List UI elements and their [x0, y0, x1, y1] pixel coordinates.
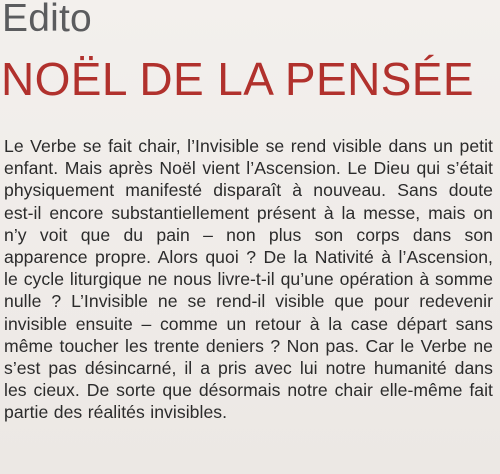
section-kicker: Edito — [2, 0, 92, 40]
article-body: Le Verbe se fait chair, l’Invisible se rend visible dans un petit enfant. Mais après Noël vient l’Ascension. Le Dieu qui s’était physiquement manifesté disparaît à nouveau. Sans doute est-il encore substantiellement présent à la messe, mais on n’y voit que du pain – non plus son corps dans son apparence propre. Alors quoi ? De la Nativité à l’Ascension, le cycle liturgique ne nous livre-t-il qu’une opération à somme nulle ? L’Invisible ne se rend-il visible que pour redevenir invisible ensuite – comme un retour à la case départ sans même toucher les trente deniers ? Non pas. Car le Verbe ne s’est pas désincarné, il a pris avec lui notre humanité dans les cieux. De sorte que désormais notre chair elle-même fait partie des réalités invisibles. — [4, 136, 493, 423]
article-headline: NOËL DE LA PENSÉE — [1, 53, 474, 105]
